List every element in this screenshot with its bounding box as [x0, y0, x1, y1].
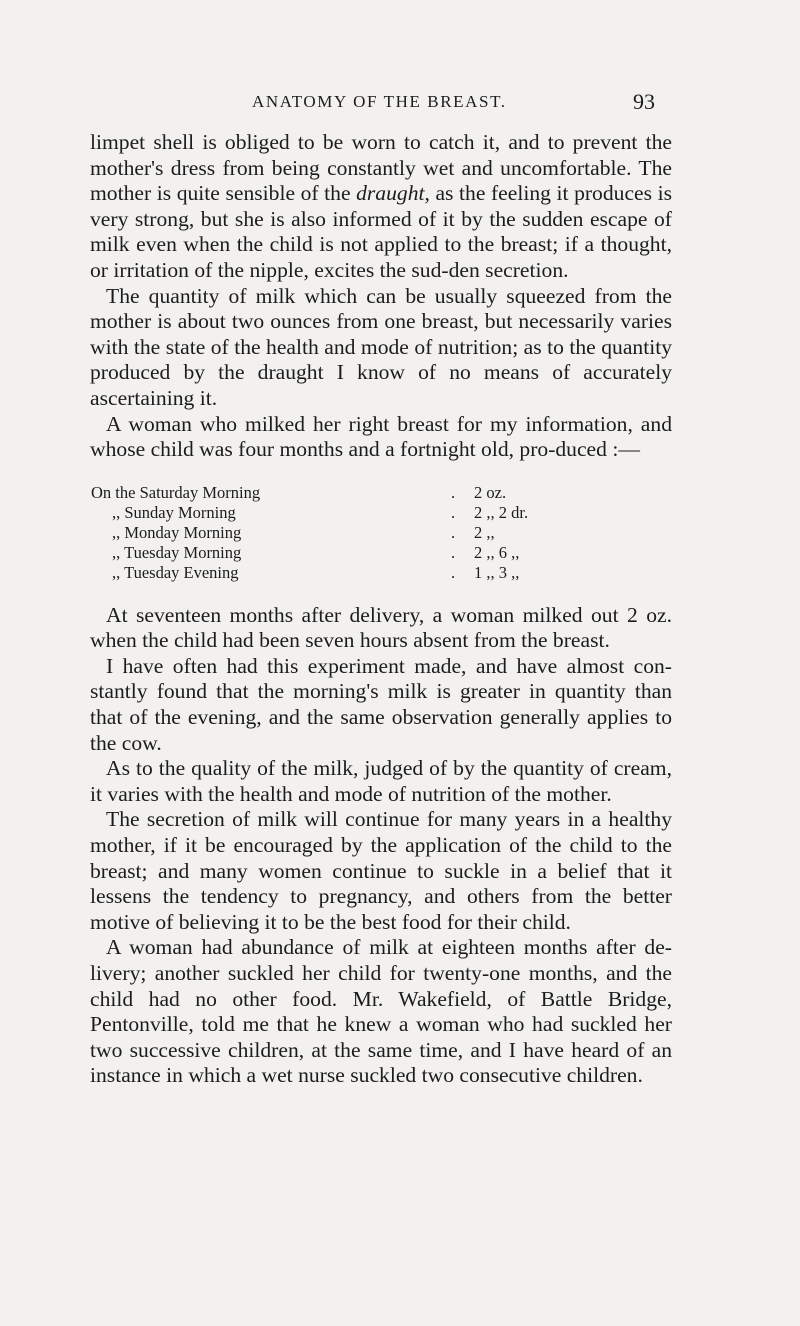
paragraph-secretion: The secretion of milk will continue for many years in a healthy mother, if it be encouraged by the application of the child to the breast; and many women continue to suckle in a belief that it lessens the tendency to pregnancy, and others from the better motive of believing it to be the best food for their child.: [90, 807, 672, 934]
paragraph-text: limpet shell is obliged to be worn to catch it, and to prevent the mother's dress from being constantly wet and uncomfortable. The mother is quite sensible of the: [90, 130, 672, 206]
table-row: [90, 503, 672, 523]
page-header: [0, 89, 800, 116]
table-leader: .: [451, 543, 456, 563]
table-quantity: 1 ,, 3 ,,: [474, 563, 520, 583]
table-quantity: 2 oz.: [474, 482, 507, 502]
page-body: [90, 130, 672, 1089]
table-day: ,, Sunday Morning: [112, 502, 236, 522]
table-row: [90, 543, 672, 563]
table-day: ,, Tuesday Morning: [112, 543, 242, 563]
table-row: [90, 523, 672, 543]
table-quantity: 2 ,,: [474, 523, 495, 543]
italic-term: draught: [356, 181, 425, 206]
paragraph-abundance: A woman had abundance of milk at eighteen months after de-livery; another suckled her child for twenty-one months, and the child had no other food. Mr. Wakefield, of Battle Bridge, Pentonville, told me that he knew a woman who had suckled her two successive children, at the same time, and I have heard of an instance in which a wet nurse suckled two consecutive children.: [90, 935, 672, 1088]
table-quantity: 2 ,, 6 ,,: [474, 543, 520, 563]
paragraph-seventeen-months: At seventeen months after delivery, a woman milked out 2 oz. when the child had been seven hours absent from the breast.: [90, 602, 672, 653]
paragraph-quantity: The quantity of milk which can be usually squeezed from the mother is about two ounces from one breast, but necessarily varies with the state of the health and mode of nutrition; as to the quantity produced by the draught I know of no means of accurately ascertaining it.: [90, 283, 672, 410]
table-quantity: 2 ,, 2 dr.: [474, 502, 529, 522]
table-leader: .: [451, 523, 456, 543]
table-leader: .: [451, 482, 456, 502]
table-day: ,, Monday Morning: [112, 523, 242, 543]
table-day: ,, Tuesday Evening: [112, 563, 239, 583]
paragraph-morning-milk: I have often had this experiment made, and have almost con-stantly found that the morning's milk is greater in quantity than that of the evening, and the same observation generally applies to the cow.: [90, 653, 672, 755]
table-row: [90, 563, 672, 583]
table-leader: .: [451, 502, 456, 522]
page-number: 93: [633, 89, 655, 114]
milk-yield-table: [90, 483, 672, 584]
table-leader: .: [451, 563, 456, 583]
paragraph-continuation: [90, 130, 672, 284]
paragraph-text: , as the feeling it produces is very strong, but she is also informed of it by the sudden escape of milk even when the child is not applied to the breast; if a thought, or irritation of the nipple, excites the sud-den secretion.: [90, 181, 672, 282]
paragraph-quality: As to the quality of the milk, judged of by the quantity of cream, it varies with the health and mode of nutrition of the mother.: [90, 756, 672, 806]
table-row: [90, 483, 672, 503]
paragraph-experiment: A woman who milked her right breast for my information, and whose child was four months and a fortnight old, pro-duced :—: [90, 411, 672, 462]
running-head: ANATOMY OF THE BREAST.: [252, 92, 507, 111]
table-day: On the Saturday Morning: [91, 482, 261, 502]
